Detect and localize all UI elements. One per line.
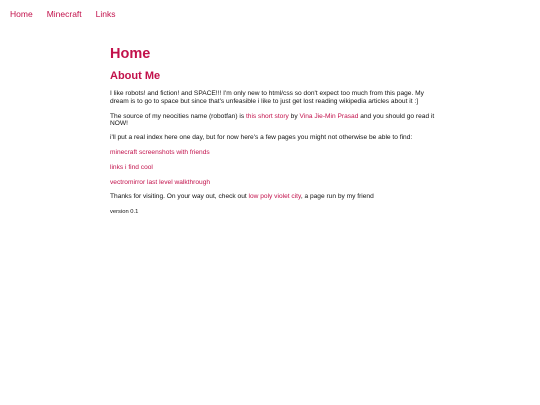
thanks-paragraph [110, 193, 435, 201]
vectromirror-walkthrough-link[interactable]: vectromirror last level walkthrough [110, 178, 211, 186]
top-nav [10, 8, 130, 20]
nav-minecraft-link[interactable]: Minecraft [46, 9, 82, 19]
page-title: Home [110, 46, 151, 62]
author-link[interactable]: Vina Jie-Min Prasad [299, 112, 359, 120]
cool-links-link[interactable]: links i find cool [110, 163, 153, 171]
list-item [110, 179, 435, 187]
thanks-prefix-text: Thanks for visiting. On your way out, check out [110, 193, 249, 201]
source-prefix-text: The source of my neocities name (robotfan) is [110, 112, 246, 120]
about-heading: About Me [110, 70, 161, 82]
main-content [110, 45, 435, 217]
nav-links-link[interactable]: Links [95, 9, 116, 19]
low-poly-violet-city-link[interactable]: low poly violet city [248, 193, 301, 201]
thanks-suffix-text: , a page run by my friend [300, 193, 374, 201]
source-by-text: by [288, 112, 300, 120]
version-label: version 0.1 [110, 209, 139, 216]
minecraft-screenshots-link[interactable]: minecraft screenshots with friends [110, 148, 210, 156]
intro-paragraph: I like robots! and fiction! and SPACE!!! I'm only new to html/css so don't expect too much from this page. My dream is to go to space but since that's unfeasible i like to just get lost reading wikipedia articles about it :] [110, 90, 424, 105]
list-item [110, 164, 435, 172]
list-item [110, 149, 435, 157]
source-suffix-text: and you should go read it NOW! [110, 112, 435, 128]
short-story-link[interactable]: this short story [245, 112, 289, 120]
nav-home-link[interactable]: Home [10, 9, 33, 19]
source-paragraph [110, 113, 435, 129]
index-paragraph: i'll put a real index here one day, but for now here's a few pages you might not otherwise be able to find: [110, 134, 413, 142]
